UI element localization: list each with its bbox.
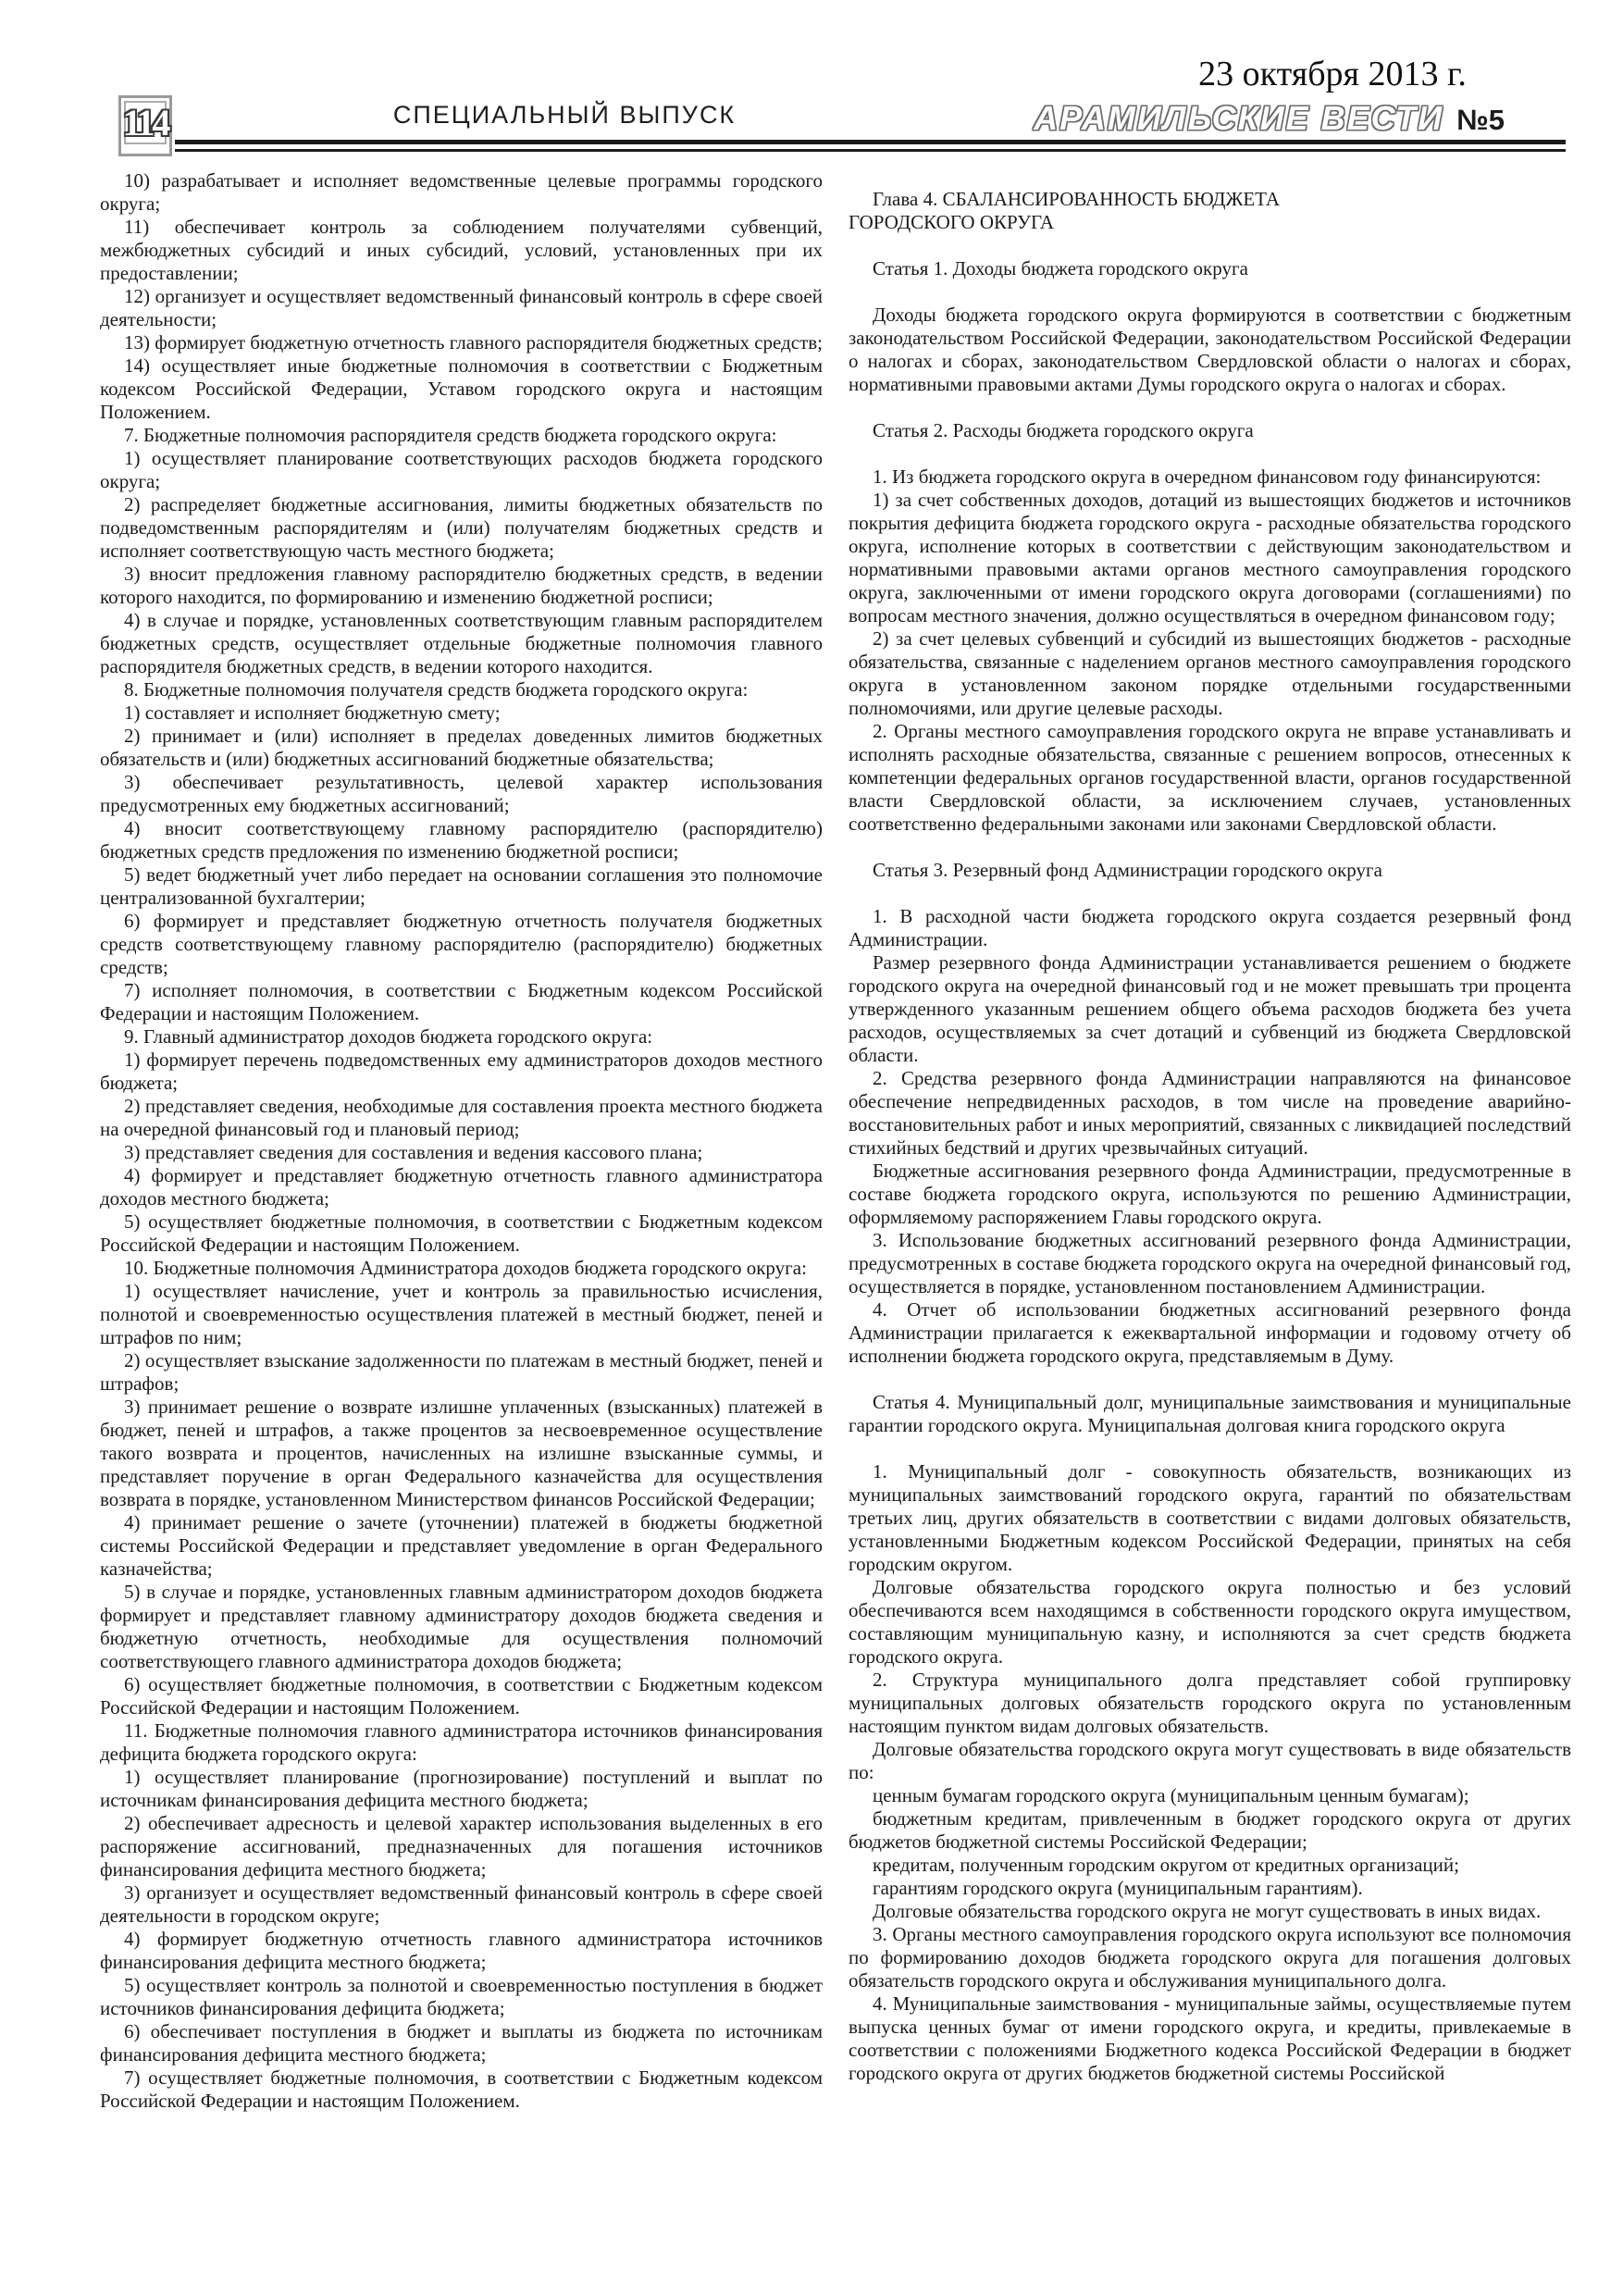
left-column <box>100 169 823 2113</box>
article-body <box>100 169 1571 2113</box>
paragraph: бюджетным кредитам, привлеченным в бюджет городского округа от других бюджетов бюджетной системы Российской Федерации; <box>849 1807 1571 1853</box>
paragraph: 2. Органы местного самоуправления городского округа не вправе устанавливать и исполнять расходные обязательства, связанные с решением вопросов, отнесенных к компетенции федеральных органов государственной власти, органов государственной власти Свердловской области, за исключением случаев, установленных соответственно федеральными законами или законами Свердловской области. <box>849 720 1571 835</box>
spacer <box>849 280 1571 304</box>
paragraph: 2. Структура муниципального долга представляет собой группировку муниципальных долговых обязательств городского округа по установленным настоящим пунктом видам долговых обязательств. <box>849 1669 1571 1737</box>
paragraph: 1) составляет и исполняет бюджетную смету; <box>124 701 501 724</box>
paragraph: 5) осуществляет контроль за полнотой и своевременностью поступления в бюджет источников финансирования дефицита бюджета; <box>100 1974 823 2019</box>
paragraph: кредитам, полученным городским округом от кредитных организаций; <box>873 1854 1459 1876</box>
paragraph: 4. Муниципальные заимствования - муниципальные займы, осуществляемые путем выпуска ценных бумаг от имени городского округа, и кредиты, привлекаемые в соответствии с положениями Бюджетного кодекса Российской Федерации в бюджет городского округа от других бюджетов бюджетной системы Российской <box>849 1992 1571 2084</box>
paragraph: 6) осуществляет бюджетные полномочия, в соответствии с Бюджетным кодексом Российской Федерации и настоящим Положением. <box>100 1673 823 1719</box>
paragraph: 1) осуществляет планирование (прогнозирование) поступлений и выплат по источникам финансирования дефицита местного бюджета; <box>100 1766 823 1811</box>
paragraph: 3) организует и осуществляет ведомственный финансовый контроль в сфере своей деятельности в городском округе; <box>100 1881 823 1927</box>
paragraph: 2. Средства резервного фонда Администрации направляются на финансовое обеспечение непредвиденных расходов, в том числе на проведение аварийно-восстановительных работ и иных мероприятий, связанных с ликвидацией последствий стихийных бедствий и других чрезвычайных ситуаций. <box>849 1067 1571 1159</box>
paragraph: гарантиям городского округа (муниципальным гарантиям). <box>873 1877 1363 1899</box>
page-number-frame <box>124 101 167 144</box>
heading: Статья 1. Доходы бюджета городского округа <box>873 257 1248 279</box>
paragraph: 2) обеспечивает адресность и целевой характер использования выделенных в его распоряжение ассигнований, предназначенных для погашения источников финансирования дефицита местного бюджета; <box>100 1812 823 1880</box>
spacer <box>849 442 1571 465</box>
paragraph: 5) в случае и порядке, установленных главным администратором доходов бюджета формирует и представляет главному администратору доходов бюджета сведения и бюджетную отчетность, необходимые для осуществления полномочий соответствующего главного администратора доходов бюджета; <box>100 1581 823 1672</box>
paragraph: 12) организует и осуществляет ведомственный финансовый контроль в сфере своей деятельности; <box>100 285 823 330</box>
issue-date: 23 октября 2013 г. <box>1198 55 1467 93</box>
paragraph: 14) осуществляет иные бюджетные полномочия в соответствии с Бюджетным кодексом Российской Федерации, Уставом городского округа и настоящим Положением. <box>100 354 823 423</box>
paragraph: 1) за счет собственных доходов, дотаций из вышестоящих бюджетов и источников покрытия дефицита бюджета городского округа - расходные обязательства городского округа, исполнение которых в соответствии с действующим законодательством и нормативными правовыми актами органов местного самоуправления городского округа, заключенными от имени городского округа договорами (соглашениями) по вопросам местного значения, должно осуществляться в очередном финансовом году; <box>849 489 1571 627</box>
paragraph: 6) формирует и представляет бюджетную отчетность получателя бюджетных средств соответствующему главному распорядителю (распорядителю) бюджетных средств; <box>100 910 823 978</box>
section-label: СПЕЦИАЛЬНЫЙ ВЫПУСК <box>392 101 737 129</box>
newspaper-title: АРАМИЛЬСКИЕ ВЕСТИ <box>1034 99 1444 137</box>
paragraph: 1. Из бюджета городского округа в очередном финансовом году финансируются: <box>873 465 1542 488</box>
spacer <box>849 836 1571 859</box>
paragraph: 3) обеспечивает результативность, целевой характер использования предусмотренных ему бюджетных ассигнований; <box>100 771 823 816</box>
paragraph: 1) формирует перечень подведомственных ему администраторов доходов местного бюджета; <box>100 1049 823 1094</box>
paragraph: Доходы бюджета городского округа формируются в соответствии с бюджетным законодательством Российской Федерации, законодательством Российской Федерации о налогах и сборах, законодательством Свердловской области о налогах и сборах, нормативными правовыми актами Думы городского округа о налогах и сборах. <box>849 304 1571 395</box>
paragraph: 3) представляет сведения для составления и ведения кассового плана; <box>124 1141 703 1163</box>
spacer <box>849 1437 1571 1460</box>
masthead <box>1034 99 1505 138</box>
paragraph: Статья 4. Муниципальный долг, муниципальные заимствования и муниципальные гарантии городского округа. Муниципальная долговая книга городского округа <box>849 1391 1571 1436</box>
spacer <box>849 396 1571 419</box>
paragraph: 7. Бюджетные полномочия распорядителя средств бюджета городского округа: <box>124 424 777 446</box>
paragraph: 5) осуществляет бюджетные полномочия, в соответствии с Бюджетным кодексом Российской Федерации и настоящим Положением. <box>100 1210 823 1256</box>
paragraph: Размер резервного фонда Администрации устанавливается решением о бюджете городского округа на очередной финансовый год и не может превышать три процента утвержденного указанным решением общего объема расходов бюджета без учета расходов, осуществляемых за счет дотаций и субвенций из бюджета Свердловской области. <box>849 951 1571 1066</box>
paragraph: Долговые обязательства городского округа могут существовать в виде обязательств по: <box>849 1738 1571 1783</box>
paragraph: Долговые обязательства городского округа полностью и без условий обеспечиваются всем находящимся в собственности городского округа имуществом, составляющим муниципальную казну, и исполняются за счет средств бюджета городского округа. <box>849 1576 1571 1668</box>
paragraph: 4) вносит соответствующему главному распорядителю (распорядителю) бюджетных средств предложения по изменению бюджетной росписи; <box>100 817 823 863</box>
paragraph: 9. Главный администратор доходов бюджета городского округа: <box>124 1025 653 1048</box>
issue-number: №5 <box>1456 104 1505 136</box>
paragraph: 7) осуществляет бюджетные полномочия, в соответствии с Бюджетным кодексом Российской Федерации и настоящим Положением. <box>100 2066 823 2112</box>
paragraph: 10. Бюджетные полномочия Администратора доходов бюджета городского округа: <box>124 1257 807 1279</box>
paragraph: 3. Органы местного самоуправления городского округа используют все полномочия по формированию доходов бюджета городского округа для погашения долговых обязательств городского округа и обслуживания муниципального долга. <box>849 1923 1571 1992</box>
spacer <box>849 1368 1571 1391</box>
paragraph: 3) принимает решение о возврате излишне уплаченных (взысканных) платежей в бюджет, пеней и штрафов, а также процентов за несвоевременное осуществление такого возврата и процентов, начисленных на излишне взысканные суммы, и представляет поручение в орган Федерального казначейства для осуществления возврата в порядке, установленном Министерством финансов Российской Федерации; <box>100 1396 823 1510</box>
page-number-box <box>118 95 172 156</box>
paragraph: 2) осуществляет взыскание задолженности по платежам в местный бюджет, пеней и штрафов; <box>100 1349 823 1395</box>
heading: Статья 3. Резервный фонд Администрации городского округа <box>873 859 1382 881</box>
paragraph: 4) формирует и представляет бюджетную отчетность главного администратора доходов местного бюджета; <box>100 1164 823 1210</box>
spacer <box>849 234 1571 257</box>
paragraph: 2) принимает и (или) исполняет в пределах доведенных лимитов бюджетных обязательств и (или) бюджетных ассигнований бюджетные обязательства; <box>100 725 823 770</box>
paragraph: 1) осуществляет начисление, учет и контроль за правильностью исчисления, полнотой и своевременностью осуществления платежей в местный бюджет, пеней и штрафов по ним; <box>100 1280 823 1348</box>
header-divider <box>175 140 1566 152</box>
paragraph: 1. Муниципальный долг - совокупность обязательств, возникающих из муниципальных заимствований городского округа, гарантий по обязательствам третьих лиц, других обязательств в соответствии с видами долговых обязательств, установленными Бюджетным кодексом Российской Федерации, принятых на себя городским округом. <box>849 1460 1571 1575</box>
paragraph: 11. Бюджетные полномочия главного администратора источников финансирования дефицита бюджета городского округа: <box>100 1719 823 1765</box>
paragraph: 2) за счет целевых субвенций и субсидий из вышестоящих бюджетов - расходные обязательства, связанные с наделением органов местного самоуправления городского округа в установленном законом порядке отдельными государственными полномочиями, или другие целевые расходы. <box>849 627 1571 719</box>
paragraph: 11) обеспечивает контроль за соблюдением получателями субвенций, межбюджетных субсидий и иных субсидий, условий, установленных при их предоставлении; <box>100 216 823 284</box>
paragraph: Долговые обязательства городского округа не могут существовать в иных видах. <box>873 1900 1542 1922</box>
paragraph: 1) осуществляет планирование соответствующих расходов бюджета городского округа; <box>100 447 823 492</box>
paragraph: 4) принимает решение о зачете (уточнении) платежей в бюджеты бюджетной системы Российской Федерации и представляет уведомление в орган Федерального казначейства; <box>100 1511 823 1580</box>
paragraph: 3. Использование бюджетных ассигнований резервного фонда Администрации, предусмотренных в составе бюджета городского округа на очередной финансовый год, осуществляется в порядке, установленном постановлением Администрации. <box>849 1229 1571 1297</box>
heading: Глава 4. СБАЛАНСИРОВАННОСТЬ БЮДЖЕТА ГОРОДСКОГО ОКРУГА <box>849 188 1281 233</box>
paragraph: 3) вносит предложения главному распорядителю бюджетных средств, в ведении которого находится, по формированию и изменению бюджетной росписи; <box>100 563 823 608</box>
paragraph: 4) формирует бюджетную отчетность главного администратора источников финансирования дефицита местного бюджета; <box>100 1928 823 1973</box>
paragraph: 2) распределяет бюджетные ассигнования, лимиты бюджетных обязательств по подведомственным распорядителям и (или) получателям бюджетных средств и исполняет соответствующую часть местного бюджета; <box>100 493 823 562</box>
paragraph: 5) ведет бюджетный учет либо передает на основании соглашения это полномочие централизованной бухгалтерии; <box>100 863 823 909</box>
paragraph: ценным бумагам городского округа (муниципальным ценным бумагам); <box>873 1784 1469 1806</box>
heading: Статья 2. Расходы бюджета городского округа <box>873 419 1254 441</box>
paragraph: 8. Бюджетные полномочия получателя средств бюджета городского округа: <box>124 678 749 701</box>
paragraph: 2) представляет сведения, необходимые для составления проекта местного бюджета на очередной финансовый год и плановый период; <box>100 1095 823 1140</box>
paragraph: 4. Отчет об использовании бюджетных ассигнований резервного фонда Администрации прилагается к ежеквартальной информации и годовому отчету об исполнении бюджета городского округа, представляемым в Думу. <box>849 1298 1571 1367</box>
paragraph: 4) в случае и порядке, установленных соответствующим главным распорядителем бюджетных средств, осуществляет отдельные бюджетные полномочия главного распорядителя бюджетных средств, в ведении которого находится. <box>100 609 823 677</box>
paragraph: 13) формирует бюджетную отчетность главного распорядителя бюджетных средств; <box>124 331 824 354</box>
paragraph: 1. В расходной части бюджета городского округа создается резервный фонд Администрации. <box>849 905 1571 950</box>
paragraph: 6) обеспечивает поступления в бюджет и выплаты из бюджета по источникам финансирования дефицита местного бюджета; <box>100 2020 823 2066</box>
page-number: 114 <box>122 101 168 143</box>
paragraph: Бюджетные ассигнования резервного фонда Администрации, предусмотренные в составе бюджета городского округа, используются по решению Администрации, оформляемому распоряжением Главы городского округа. <box>849 1160 1571 1228</box>
paragraph: 7) исполняет полномочия, в соответствии с Бюджетным кодексом Российской Федерации и настоящим Положением. <box>100 979 823 1024</box>
spacer <box>849 882 1571 905</box>
spacer <box>849 169 1571 188</box>
paragraph: 10) разрабатывает и исполняет ведомственные целевые программы городского округа; <box>100 169 823 215</box>
right-column <box>849 169 1571 2113</box>
